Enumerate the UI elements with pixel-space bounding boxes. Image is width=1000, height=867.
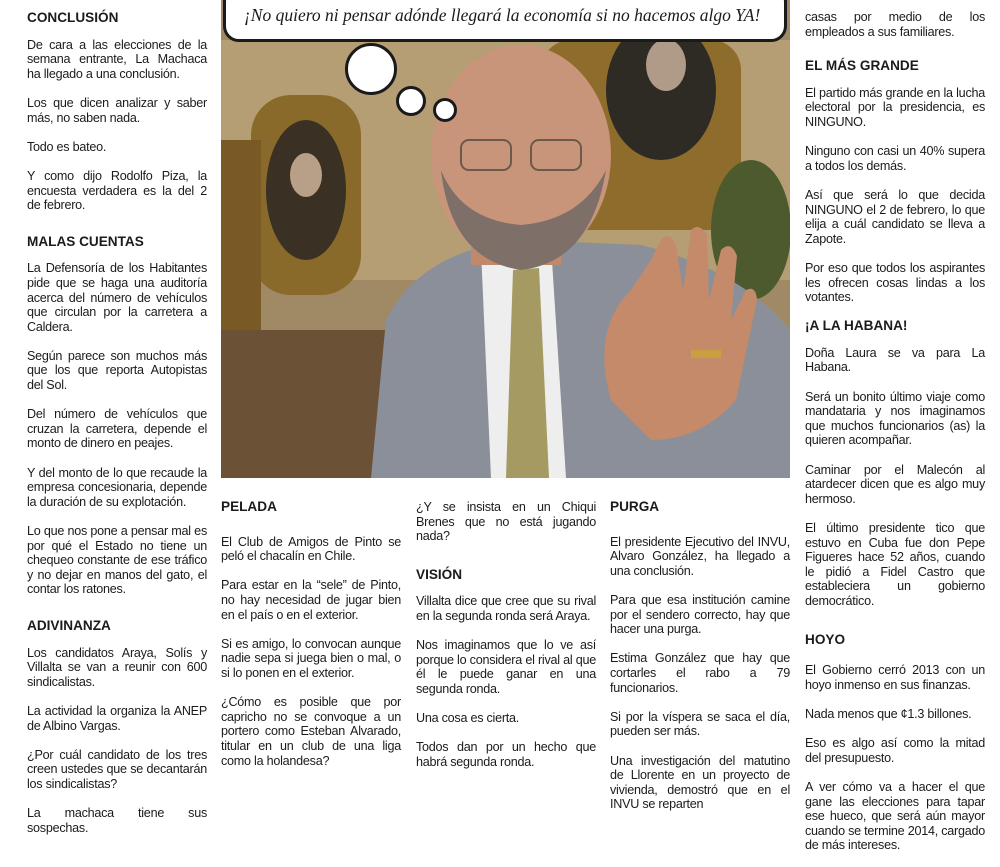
thought-bubble-small bbox=[433, 98, 457, 122]
thought-bubble-medium bbox=[396, 86, 426, 116]
paragraph: ¿Y se insista en un Chiqui Brenes que no está jugando nada? bbox=[416, 500, 596, 544]
paragraph: Villalta dice que cree que su rival en la segunda ronda será Araya. bbox=[416, 594, 596, 623]
paragraph: Por eso que todos los aspirantes les ofrecen cosas lindas a los votantes. bbox=[805, 260, 985, 305]
paragraph: Doña Laura se va para La Habana. bbox=[805, 345, 985, 375]
column-1 bbox=[27, 11, 207, 850]
heading-a-la-habana: ¡A LA HABANA! bbox=[805, 318, 908, 334]
paragraph: Una investigación del matutino de Llorente en un proyecto de vivienda, demostró que en el INVU se reparten bbox=[610, 753, 790, 812]
heading-adivinanza: ADIVINANZA bbox=[27, 617, 111, 633]
paragraph: Ninguno con casi un 40% supera a todos los demás. bbox=[805, 144, 985, 173]
paragraph: El Gobierno cerró 2013 con un hoyo inmenso en sus finanzas. bbox=[805, 663, 985, 692]
paragraph: Caminar por el Malecón al atardecer dicen que es algo muy hermoso. bbox=[805, 462, 985, 506]
column-3 bbox=[416, 500, 596, 784]
paragraph: Estima González que hay que cortarles el rabo a 79 funcionarios. bbox=[610, 651, 790, 695]
paragraph: Según parece son muchos más que los que reporta Autopistas del Sol. bbox=[27, 348, 207, 393]
paragraph: Lo que nos pone a pensar mal es por qué el Estado no tiene un chequeo constante de ese tráfico y no dejar en manos del gato, el contar los ratones. bbox=[27, 524, 207, 597]
paragraph: El partido más grande en la lucha electoral por la presidencia, es NINGUNO. bbox=[805, 85, 985, 129]
heading-purga: PURGA bbox=[610, 499, 660, 514]
paragraph: Todo es bateo. bbox=[27, 139, 107, 154]
paragraph: Nada menos que ¢1.3 billones. bbox=[805, 706, 972, 721]
column-4 bbox=[610, 500, 790, 826]
speech-balloon: ¡No quiero ni pensar adónde llegará la economía si no hacemos algo YA! bbox=[223, 0, 787, 42]
paragraph: Los candidatos Araya, Solís y Villalta se van a reunir con 600 sindicalistas. bbox=[27, 645, 207, 689]
paragraph: Así que será lo que decida NINGUNO el 2 de febrero, lo que elija a cuál candidato se lleva a Zapote. bbox=[805, 187, 985, 246]
paragraph: El último presidente tico que estuvo en Cuba fue don Pepe Figueres hace 52 años, cuando le pidió a Fidel Castro que estableciera un gobierno democrático. bbox=[805, 521, 985, 608]
paragraph: A ver cómo va a hacer el que gane las elecciones para tapar ese hueco, que será aún mayor cuando se termine 2014, cargado de más intereses. bbox=[805, 779, 985, 853]
heading-hoyo: HOYO bbox=[805, 631, 846, 647]
paragraph: El Club de Amigos de Pinto se peló el chacalín en Chile. bbox=[221, 534, 401, 564]
politician-photo bbox=[221, 0, 790, 478]
paragraph: Los que dicen analizar y saber más, no saben nada. bbox=[27, 95, 207, 125]
paragraph: Una cosa es cierta. bbox=[416, 711, 520, 726]
paragraph: Para estar en la “sele” de Pinto, no hay necesidad de jugar bien en el país o en el exterior. bbox=[221, 578, 401, 622]
paragraph: ¿Por cuál candidato de los tres creen ustedes que se decantarán los sindicalistas? bbox=[27, 747, 207, 791]
column-2 bbox=[221, 500, 401, 783]
paragraph: Será un bonito último viaje como mandataria y nos imaginamos que muchos funcionarios (as) la quieren acompañar. bbox=[805, 389, 985, 448]
paragraph: La Defensoría de los Habitantes pide que se haga una auditoría acerca del número de vehículos que circulan por la carretera a Caldera. bbox=[27, 261, 207, 334]
paragraph: casas por medio de los empleados a sus familiares. bbox=[805, 10, 985, 39]
paragraph: La actividad la organiza la ANEP de Albino Vargas. bbox=[27, 703, 207, 733]
paragraph: La machaca tiene sus sospechas. bbox=[27, 806, 207, 835]
paragraph: El presidente Ejecutivo del INVU, Alvaro González, ha llegado a una conclusión. bbox=[610, 534, 790, 578]
heading-vision: VISIÓN bbox=[416, 566, 463, 582]
thought-bubble-large bbox=[345, 43, 397, 95]
paragraph: Todos dan por un hecho que habrá segunda ronda. bbox=[416, 740, 596, 769]
heading-pelada: PELADA bbox=[221, 499, 277, 514]
heading-malas-cuentas: MALAS CUENTAS bbox=[27, 233, 144, 249]
paragraph: ¿Cómo es posible que por capricho no se convoque a un portero como Esteban Alvarado, titular en un club de una liga como la holandesa? bbox=[221, 695, 401, 768]
paragraph: Si por la víspera se saca el día, pueden ser más. bbox=[610, 709, 790, 739]
paragraph: Y como dijo Rodolfo Piza, la encuesta verdadera es la del 2 de febrero. bbox=[27, 168, 207, 213]
paragraph: Del número de vehículos que cruzan la carretera, depende el monto de dinero en peajes. bbox=[27, 407, 207, 451]
paragraph: Nos imaginamos que lo ve así porque lo considera el rival al que él le puede ganar en una segunda ronda. bbox=[416, 638, 596, 696]
heading-el-mas-grande: EL MÁS GRANDE bbox=[805, 58, 919, 74]
heading-conclusion: CONCLUSIÓN bbox=[27, 10, 119, 25]
paragraph: De cara a las elecciones de la semana entrante, La Machaca ha llegado a una conclusión. bbox=[27, 37, 207, 81]
paragraph: Si es amigo, lo convocan aunque nadie sepa si juega bien o mal, o si lo ponen en el exterior. bbox=[221, 636, 401, 680]
column-5 bbox=[805, 10, 985, 867]
photo-illustration bbox=[221, 0, 790, 478]
paragraph: Y del monto de lo que recaude la empresa concesionaria, depende la duración de su explotación. bbox=[27, 465, 207, 509]
paragraph: Eso es algo así como la mitad del presupuesto. bbox=[805, 736, 985, 765]
paragraph: Para que esa institución camine por el sendero correcto, hay que hacer una purga. bbox=[610, 592, 790, 637]
